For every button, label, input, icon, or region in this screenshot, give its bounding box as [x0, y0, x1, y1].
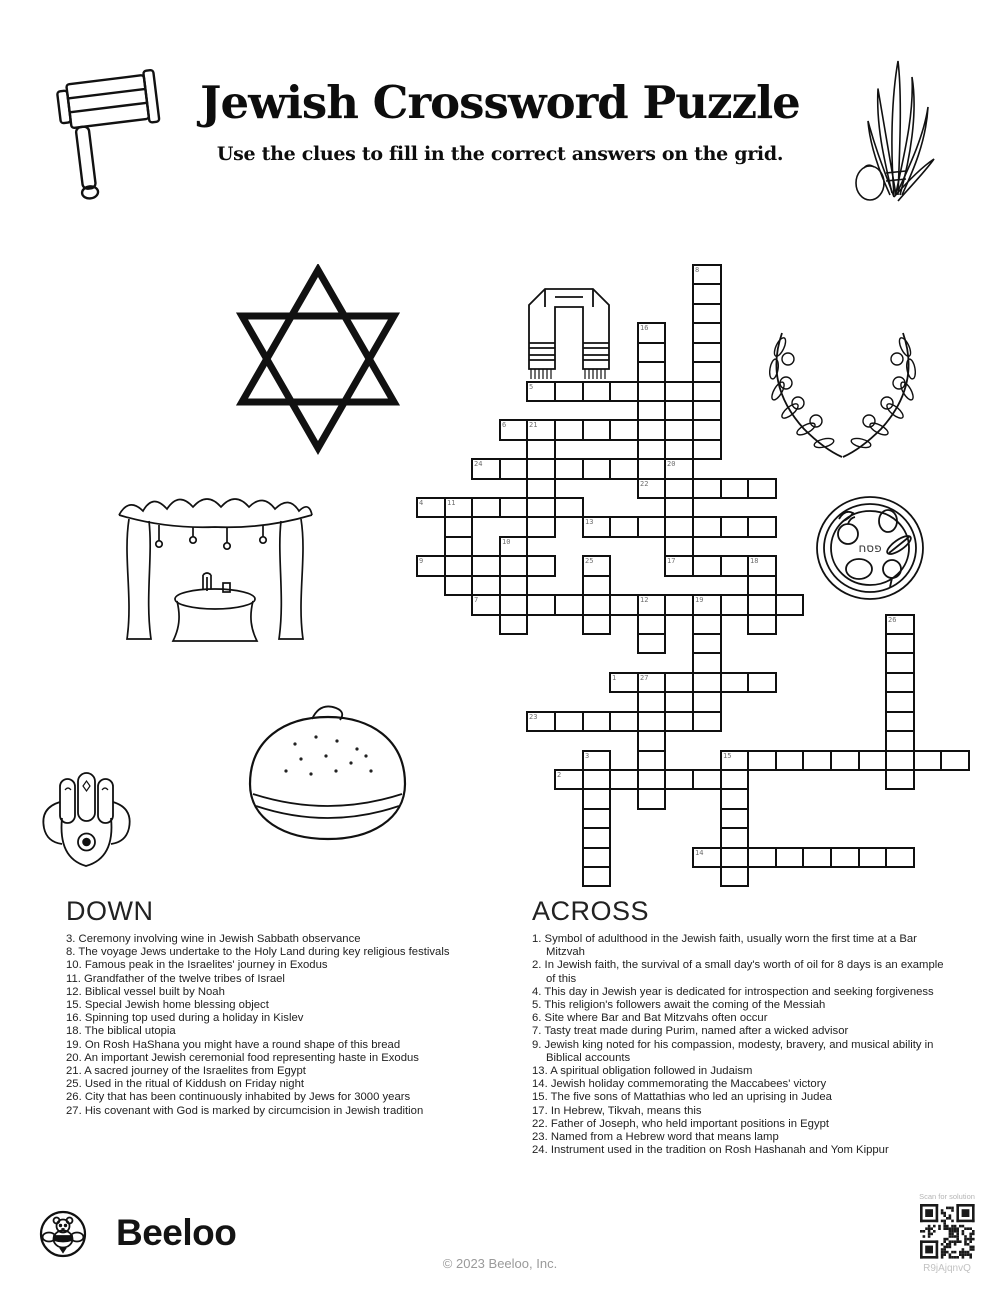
crossword-cell[interactable] [637, 730, 666, 752]
crossword-cell[interactable] [692, 322, 722, 344]
down-header: DOWN [66, 896, 154, 926]
crossword-cell[interactable] [637, 769, 666, 790]
crossword-cell[interactable] [692, 303, 722, 324]
crossword-cell[interactable] [692, 672, 722, 693]
cell-number: 24 [474, 460, 483, 468]
clue-item: 18. The biblical utopia [66, 1025, 176, 1038]
cell-number: 2 [557, 771, 562, 779]
crossword-cell[interactable] [582, 711, 611, 732]
clue-item: 16. Spinning top used during a holiday in Kislev [66, 1012, 304, 1025]
crossword-cell[interactable] [747, 847, 777, 868]
crossword-cell[interactable] [554, 458, 584, 480]
crossword-cell[interactable] [720, 847, 749, 868]
crossword-cell[interactable] [444, 555, 473, 577]
crossword-cell[interactable] [747, 594, 777, 616]
crossword-cell[interactable] [499, 555, 528, 577]
crossword-cell[interactable] [526, 497, 556, 518]
crossword-cell[interactable] [637, 361, 666, 383]
crossword-cell[interactable] [554, 419, 584, 441]
crossword-cell[interactable] [637, 439, 666, 460]
crossword-cell[interactable] [582, 381, 611, 402]
crossword-cell[interactable] [747, 575, 777, 596]
crossword-cell[interactable] [637, 788, 666, 810]
crossword-cell[interactable] [637, 614, 666, 635]
crossword-cell[interactable] [499, 419, 528, 441]
clue-item: 26. City that has been continuously inhabited by Jews for 3000 years [66, 1091, 411, 1104]
crossword-cell[interactable] [692, 594, 722, 616]
crossword-cell[interactable] [554, 381, 584, 402]
crossword-cell[interactable] [582, 594, 611, 616]
crossword-cell[interactable] [747, 750, 777, 771]
crossword-cell[interactable] [885, 847, 915, 868]
challah-icon [240, 698, 415, 850]
clue-item: 17. In Hebrew, Tikvah, means this [532, 1104, 702, 1117]
crossword-cell[interactable] [554, 594, 584, 616]
crossword-cell[interactable] [885, 769, 915, 790]
cell-number: 1 [612, 674, 617, 682]
crossword-cell[interactable] [747, 478, 777, 499]
clue-item: 10. Famous peak in the Israelites' journey in Exodus [66, 959, 328, 972]
copyright-text: © 2023 Beeloo, Inc. [442, 1256, 558, 1271]
crossword-cell[interactable] [692, 711, 722, 732]
crossword-cell[interactable] [637, 419, 666, 441]
cell-number: 12 [640, 596, 649, 604]
crossword-cell[interactable] [526, 555, 556, 577]
crossword-cell[interactable] [582, 614, 611, 635]
seder-plate-word: פסח [858, 541, 882, 555]
crossword-cell[interactable] [609, 381, 639, 402]
star-of-david-icon [232, 264, 404, 456]
crossword-cell[interactable] [637, 691, 666, 713]
clue-item: 3. Ceremony involving wine in Jewish Sabbath observance [66, 933, 361, 945]
crossword-cell[interactable] [582, 750, 611, 771]
page-subtitle: Use the clues to fill in the correct answers on the grid. [216, 143, 784, 165]
crossword-cell[interactable] [720, 750, 749, 771]
crossword-cell[interactable] [526, 381, 556, 402]
crossword-cell[interactable] [858, 750, 887, 771]
cell-number: 15 [723, 752, 732, 760]
clue-item: 15. Special Jewish home blessing object [66, 999, 269, 1012]
crossword-cell[interactable] [471, 497, 501, 518]
crossword-cell[interactable] [637, 750, 666, 771]
cell-number: 10 [502, 538, 511, 546]
crossword-cell[interactable] [499, 536, 528, 557]
seder-plate-icon [815, 495, 925, 601]
crossword-cell[interactable] [858, 847, 887, 868]
crossword-cell[interactable] [499, 497, 528, 518]
crossword-cell[interactable] [637, 400, 666, 421]
crossword-cell[interactable] [802, 750, 832, 771]
cell-number: 7 [474, 596, 479, 604]
crossword-cell[interactable] [526, 439, 556, 460]
crossword-cell[interactable] [692, 361, 722, 383]
brand-name: Beeloo [116, 1212, 237, 1253]
crossword-cell[interactable] [664, 381, 694, 402]
crossword-cell[interactable] [526, 419, 556, 441]
crossword-cell[interactable] [582, 516, 611, 538]
crossword-cell[interactable] [444, 516, 473, 538]
crossword-cell[interactable] [940, 750, 970, 771]
crossword-cell[interactable] [720, 769, 749, 790]
crossword-cell[interactable] [692, 419, 722, 441]
crossword-cell[interactable] [444, 497, 473, 518]
sukkah-icon [115, 485, 315, 645]
crossword-cell[interactable] [720, 516, 749, 538]
clue-item: 8. The voyage Jews undertake to the Holy Land during key religious festivals [66, 946, 450, 959]
crossword-cell[interactable] [582, 808, 611, 829]
crossword-cell[interactable] [499, 614, 528, 635]
crossword-cell[interactable] [692, 439, 722, 460]
crossword-cell[interactable] [692, 283, 722, 305]
crossword-cell[interactable] [554, 711, 584, 732]
clue-item: 12. Biblical vessel built by Noah [66, 985, 225, 998]
crossword-cell[interactable] [664, 419, 694, 441]
crossword-cell[interactable] [692, 516, 722, 538]
clue-item: 27. His covenant with God is marked by circumcision in Jewish tradition [66, 1104, 424, 1117]
tallit-icon [523, 283, 615, 380]
clue-item: 5. This religion's followers await the coming of the Messiah [532, 999, 826, 1012]
crossword-cell[interactable] [720, 478, 749, 499]
clue-item: 1. Symbol of adulthood in the Jewish faith, usually worn the first time at a Bar Mitzvah [532, 933, 917, 959]
cell-number: 5 [529, 383, 534, 391]
crossword-cell[interactable] [637, 478, 666, 499]
qr-caption: Scan for solution [919, 1192, 975, 1201]
qr-code[interactable] [920, 1204, 975, 1259]
crossword-cell[interactable] [471, 555, 501, 577]
crossword-cell[interactable] [609, 711, 639, 732]
cell-number: 23 [529, 713, 538, 721]
clue-item: 15. The five sons of Mattathias who led an uprising in Judea [532, 1091, 832, 1104]
cell-number: 13 [585, 518, 594, 526]
clue-item: 19. On Rosh HaShana you might have a round shape of this bread [66, 1038, 401, 1051]
clue-item: 23. Named from a Hebrew word that means lamp [532, 1131, 779, 1144]
crossword-cell[interactable] [885, 750, 915, 771]
crossword-cell[interactable] [664, 672, 694, 693]
crossword-cell[interactable] [885, 652, 915, 674]
crossword-cell[interactable] [582, 847, 611, 868]
cell-number: 18 [750, 557, 759, 565]
clue-item: 22. Father of Joseph, who held important positions in Egypt [532, 1117, 830, 1130]
cell-number: 11 [447, 499, 456, 507]
crossword-cell[interactable] [609, 769, 639, 790]
lulav-etrog-icon [848, 55, 940, 207]
crossword-cell[interactable] [720, 808, 749, 829]
crossword-cell[interactable] [637, 342, 666, 363]
crossword-cell[interactable] [609, 672, 639, 693]
crossword-cell[interactable] [692, 381, 722, 402]
crossword-cell[interactable] [885, 691, 915, 713]
crossword-cell[interactable] [526, 594, 556, 616]
crossword-cell[interactable] [526, 516, 556, 538]
clue-item: 24. Instrument used in the tradition on Rosh Hashanah and Yom Kippur [532, 1144, 889, 1157]
crossword-cell[interactable] [720, 788, 749, 810]
crossword-cell[interactable] [582, 419, 611, 441]
crossword-cell[interactable] [664, 594, 694, 616]
crossword-cell[interactable] [664, 516, 694, 538]
crossword-cell[interactable] [582, 458, 611, 480]
clue-item: 2. In Jewish faith, the survival of a small day's worth of oil for 8 days is an example of this [532, 959, 944, 985]
page-title: Jewish Crossword Puzzle [200, 76, 800, 129]
crossword-cell[interactable] [637, 633, 666, 654]
crossword-cell[interactable] [692, 400, 722, 421]
across-header: ACROSS [532, 896, 650, 926]
clue-item: 11. Grandfather of the twelve tribes of Israel [66, 972, 285, 985]
crossword-cell[interactable] [609, 419, 639, 441]
crossword-cell[interactable] [637, 672, 666, 693]
crossword-cell[interactable] [720, 672, 749, 693]
crossword-cell[interactable] [913, 750, 942, 771]
crossword-cell[interactable] [609, 594, 639, 616]
crossword-cell[interactable] [444, 575, 473, 596]
crossword-cell[interactable] [582, 866, 611, 887]
cell-number: 22 [640, 480, 649, 488]
qr-code-id: R9jAjqnvQ [923, 1263, 971, 1274]
clue-item: 9. Jewish king noted for his compassion, modesty, bravery, and musical ability in Biblical accounts [532, 1038, 934, 1064]
crossword-cell[interactable] [692, 264, 722, 285]
clue-item: 13. A spiritual obligation followed in Judaism [532, 1065, 753, 1078]
cell-number: 3 [585, 752, 590, 760]
crossword-cell[interactable] [664, 769, 694, 790]
crossword-cell[interactable] [664, 458, 694, 480]
cell-number: 4 [419, 499, 424, 507]
cell-number: 27 [640, 674, 649, 682]
crossword-cell[interactable] [720, 866, 749, 887]
clue-item: 4. This day in Jewish year is dedicated for introspection and seeking forgiveness [532, 985, 934, 998]
crossword-cell[interactable] [471, 458, 501, 480]
crossword-cell[interactable] [775, 847, 804, 868]
crossword-cell[interactable] [554, 769, 584, 790]
crossword-cell[interactable] [582, 555, 611, 577]
crossword-cell[interactable] [582, 788, 611, 810]
cell-number: 21 [529, 421, 538, 429]
crossword-cell[interactable] [637, 322, 666, 344]
crossword-cell[interactable] [416, 555, 446, 577]
crossword-cell[interactable] [830, 750, 860, 771]
crossword-cell[interactable] [582, 575, 611, 596]
crossword-cell[interactable] [692, 652, 722, 674]
crossword-cell[interactable] [802, 847, 832, 868]
crossword-cell[interactable] [720, 555, 749, 577]
crossword-cell[interactable] [637, 594, 666, 616]
clue-item: 25. Used in the ritual of Kiddush on Friday night [66, 1078, 305, 1091]
crossword-cell[interactable] [664, 497, 694, 518]
crossword-cell[interactable] [471, 594, 501, 616]
crossword-cell[interactable] [664, 555, 694, 577]
cell-number: 8 [695, 266, 700, 274]
crossword-cell[interactable] [747, 555, 777, 577]
crossword-cell[interactable] [885, 711, 915, 732]
crossword-cell[interactable] [637, 516, 666, 538]
crossword-cell[interactable] [692, 847, 722, 868]
hamsa-icon [38, 770, 136, 875]
crossword-cell[interactable] [664, 478, 694, 499]
crossword-cell[interactable] [720, 827, 749, 849]
crossword-cell[interactable] [885, 672, 915, 693]
crossword-cell[interactable] [499, 594, 528, 616]
clue-item: 21. A sacred journey of the Israelites from Egypt [66, 1065, 306, 1078]
crossword-cell[interactable] [609, 458, 639, 480]
crossword-cell[interactable] [554, 497, 584, 518]
across-clue-list [532, 933, 952, 1157]
crossword-cell[interactable] [526, 458, 556, 480]
crossword-cell[interactable] [692, 691, 722, 713]
olive-wreath-icon [760, 325, 925, 473]
cell-number: 9 [419, 557, 424, 565]
crossword-cell[interactable] [747, 672, 777, 693]
crossword-cell[interactable] [582, 769, 611, 790]
crossword-cell[interactable] [692, 614, 722, 635]
crossword-cell[interactable] [692, 478, 722, 499]
crossword-cell[interactable] [775, 750, 804, 771]
crossword-cell[interactable] [416, 497, 446, 518]
crossword-cell[interactable] [637, 381, 666, 402]
beeloo-bee-logo-icon [38, 1209, 88, 1259]
clue-item: 20. An important Jewish ceremonial food representing haste in Exodus [66, 1051, 419, 1064]
crossword-cell[interactable] [499, 458, 528, 480]
crossword-cell[interactable] [692, 769, 722, 790]
down-clue-list [66, 933, 471, 1118]
crossword-cell[interactable] [885, 633, 915, 654]
crossword-cell[interactable] [747, 516, 777, 538]
crossword-cell[interactable] [637, 711, 666, 732]
crossword-cell[interactable] [692, 633, 722, 654]
crossword-cell[interactable] [499, 575, 528, 596]
cell-number: 6 [502, 421, 507, 429]
crossword-cell[interactable] [692, 555, 722, 577]
crossword-cell[interactable] [720, 594, 749, 616]
crossword-cell[interactable] [526, 711, 556, 732]
crossword-cell[interactable] [637, 458, 666, 480]
clue-item: 6. Site where Bar and Bat Mitzvahs often occur [532, 1012, 768, 1025]
crossword-cell[interactable] [775, 594, 804, 616]
crossword-cell[interactable] [609, 516, 639, 538]
cell-number: 17 [667, 557, 676, 565]
crossword-cell[interactable] [664, 711, 694, 732]
crossword-cell[interactable] [885, 730, 915, 752]
crossword-cell[interactable] [830, 847, 860, 868]
cell-number: 26 [888, 616, 897, 624]
crossword-cell[interactable] [747, 614, 777, 635]
cell-number: 25 [585, 557, 594, 565]
crossword-cell[interactable] [692, 342, 722, 363]
crossword-cell[interactable] [664, 536, 694, 557]
crossword-cell[interactable] [885, 614, 915, 635]
clue-item: 7. Tasty treat made during Purim, named after a wicked advisor [532, 1025, 849, 1038]
crossword-cell[interactable] [526, 478, 556, 499]
cell-number: 16 [640, 324, 649, 332]
crossword-cell[interactable] [444, 536, 473, 557]
cell-number: 20 [667, 460, 676, 468]
cell-number: 19 [695, 596, 704, 604]
crossword-cell[interactable] [582, 827, 611, 849]
cell-number: 14 [695, 849, 704, 857]
clue-item: 14. Jewish holiday commemorating the Maccabees' victory [532, 1078, 827, 1091]
